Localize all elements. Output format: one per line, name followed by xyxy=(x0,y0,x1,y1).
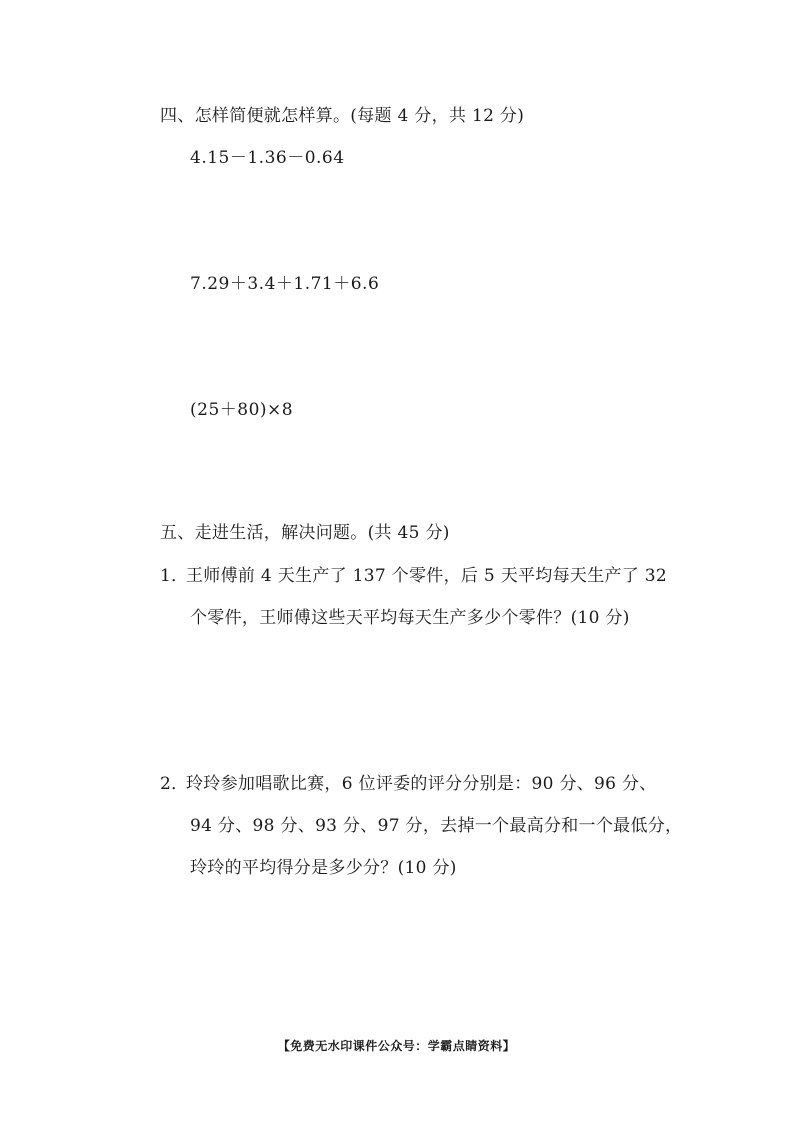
footer-watermark-note: 【免费无水印课件公众号：学霸点睛资料】 xyxy=(277,1039,516,1053)
question-2-text-1: 玲玲参加唱歌比赛，6 位评委的评分分别是：90 分、96 分、 xyxy=(186,774,657,794)
question-1-text-1: 王师傅前 4 天生产了 137 个零件，后 5 天平均每天生产了 32 xyxy=(186,566,668,586)
question-2-number: 2． xyxy=(160,774,189,794)
calc-problem-1: 4.15－1.36－0.64 xyxy=(190,148,345,168)
question-1-line-2: 个零件，王师傅这些天平均每天生产多少个零件？(10 分) xyxy=(190,608,630,628)
question-1-number: 1． xyxy=(160,566,189,586)
question-1-line-1 xyxy=(160,564,667,588)
question-2-line-2: 94 分、98 分、93 分、97 分，去掉一个最高分和一个最低分， xyxy=(190,816,683,836)
question-2-line-1 xyxy=(160,772,657,796)
question-2-line-3: 玲玲的平均得分是多少分？(10 分) xyxy=(190,858,457,878)
section-4-heading: 四、怎样简便就怎样算。(每题 4 分，共 12 分) xyxy=(160,106,525,126)
section-5-heading: 五、走进生活，解决问题。(共 45 分) xyxy=(160,523,450,543)
calc-problem-2: 7.29＋3.4＋1.71＋6.6 xyxy=(190,274,380,294)
calc-problem-3: (25＋80)×8 xyxy=(190,400,294,420)
